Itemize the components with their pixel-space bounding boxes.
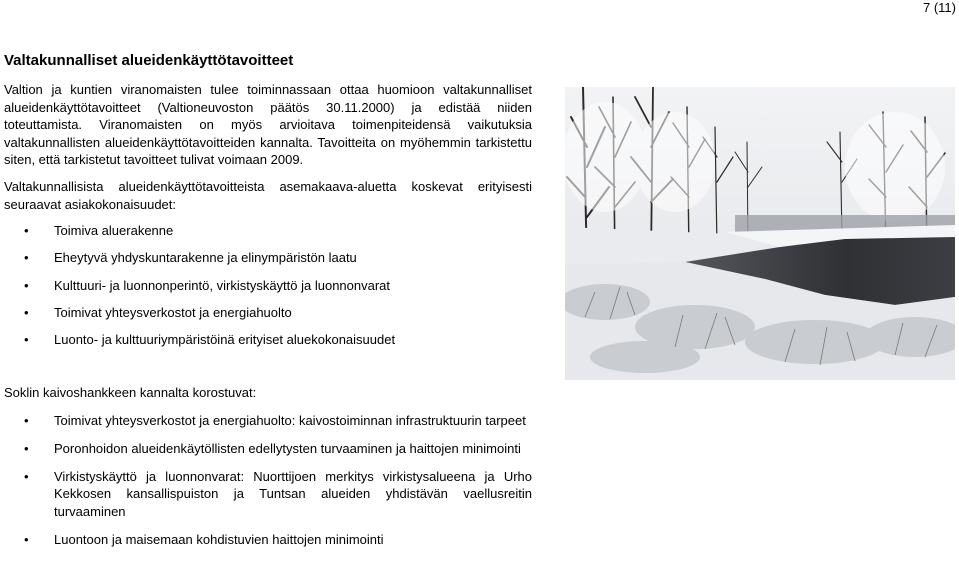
soklin-line: Toimivat yhteysverkostot ja energiahuolto: kaivostoiminnan infrastruktuurin <box>54 413 482 428</box>
topic-list-item: • Eheytyvä yhdyskuntarakenne ja elinympäristön laatu <box>24 250 534 266</box>
topic-list-item: • Toimiva aluerakenne <box>24 223 534 239</box>
intro-line: valtakunnallisten alueidenkäyttötavoitteiden kannalta. Tavoitteita on myöhemmin <box>4 134 471 150</box>
soklin-list-item <box>24 412 532 430</box>
detail-line: seuraavat asiakokonaisuudet: <box>4 196 177 212</box>
detail-paragraph <box>4 178 532 213</box>
soklin-line: turvaaminen <box>54 503 126 519</box>
soklin-list-item <box>24 440 532 458</box>
page-number: 7 (11) <box>923 0 956 15</box>
soklin-list-item <box>24 468 532 521</box>
intro-line: Valtion ja kuntien viranomaisten tulee toiminnassaan ottaa huomioon valtakunnalliset <box>4 82 532 97</box>
topic-list-item: • Luonto- ja kulttuuriympäristöinä erityiset aluekokonaisuudet <box>24 332 534 348</box>
intro-paragraph <box>4 81 532 169</box>
soklin-line: Poronhoidon alueidenkäytöllisten edellytysten turvaaminen ja haittojen <box>54 440 459 456</box>
detail-line: Valtakunnallisista alueidenkäyttötavoitteista asemakaava-aluetta koskevat erityisesti <box>4 179 532 194</box>
soklin-heading: Soklin kaivoshankkeen kannalta korostuvat: <box>4 385 257 400</box>
topic-list <box>24 223 534 359</box>
soklin-line: Virkistyskäyttö ja luonnonvarat: Nuorttijoen merkitys virkistysalueena ja Urho <box>54 468 532 484</box>
intro-line: tarkistettu siten, että tarkistetut tavoitteet tulivat voimaan 2009. <box>4 134 532 168</box>
intro-line: toteuttamista. Viranomaisten on myös arvioitava toimenpiteidensä vaikutuksia <box>4 117 532 133</box>
intro-line: alueidenkäyttötavoitteet (Valtioneuvoston päätös 30.11.2000) ja edistää niiden <box>4 99 532 115</box>
section-heading: Valtakunnalliset alueidenkäyttötavoitteet <box>4 52 294 69</box>
soklin-line: minimointi <box>462 440 521 456</box>
landscape-photo <box>565 87 955 380</box>
soklin-line: tarpeet <box>485 413 526 428</box>
soklin-line: Luontoon ja maisemaan kohdistuvien haittojen minimointi <box>54 531 384 547</box>
topic-list-item: • Kulttuuri- ja luonnonperintö, virkistyskäyttö ja luonnonvarat <box>24 278 534 294</box>
soklin-line: Kekkosen kansallispuiston ja Tuntsan alueiden yhdistävän vaellusreitin <box>54 486 532 502</box>
soklin-list <box>24 412 532 558</box>
topic-list-item: • Toimivat yhteysverkostot ja energiahuolto <box>24 305 534 321</box>
soklin-list-item <box>24 531 532 549</box>
